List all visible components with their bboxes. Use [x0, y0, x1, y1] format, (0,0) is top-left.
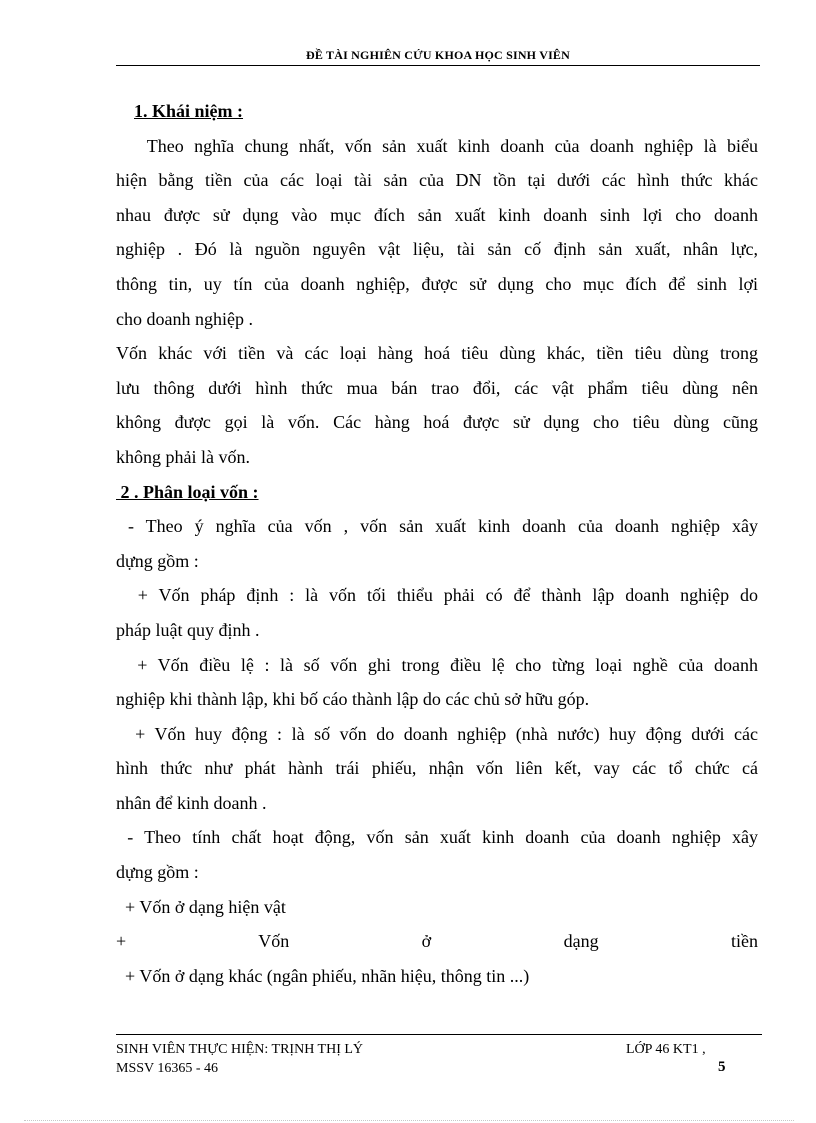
- paragraph-line: Theo nghĩa chung nhất, vốn sản xuất kinh doanh của doanh nghiệp là biểu: [116, 135, 758, 156]
- list-item-line: - Theo tính chất hoạt động, vốn sản xuất kinh doanh của doanh nghiệp xây: [116, 827, 758, 848]
- list-item-line: + Vốn ở dạng tiền: [116, 931, 758, 952]
- list-item-line: - Theo ý nghĩa của vốn , vốn sản xuất kinh doanh của doanh nghiệp xây: [116, 516, 758, 537]
- list-item-line: nghiệp khi thành lập, khi bố cáo thành lập do các chủ sở hữu góp.: [116, 689, 590, 710]
- list-item-line: nhân để kinh doanh .: [116, 792, 267, 813]
- list-item-line: dựng gồm :: [116, 862, 199, 883]
- footer-class: LỚP 46 KT1 ,: [626, 1042, 706, 1057]
- paragraph-line: cho doanh nghiệp .: [116, 308, 253, 329]
- list-item-line: + Vốn pháp định : là vốn tối thiểu phải có để thành lập doanh nghiệp do: [116, 585, 758, 606]
- paragraph-line: Vốn khác với tiền và các loại hàng hoá tiêu dùng khác, tiền tiêu dùng trong: [116, 343, 758, 364]
- section-2-heading-text: 2 . Phân loại vốn :: [116, 481, 259, 502]
- footer-mssv: MSSV 16365 - 46: [116, 1061, 219, 1076]
- footer-student-info: [116, 1040, 363, 1078]
- header-rule: [116, 65, 760, 66]
- paragraph-line: không được gọi là vốn. Các hàng hoá được sử dụng cho tiêu dùng cũng: [116, 412, 758, 433]
- list-item-line: + Vốn ở dạng hiện vật: [116, 896, 286, 917]
- list-item-line: hình thức như phát hành trái phiếu, nhận vốn liên kết, vay các tổ chức cá: [116, 758, 758, 779]
- list-item-line: dựng gồm :: [116, 550, 199, 571]
- section-1-heading-text: 1. Khái niệm :: [134, 101, 244, 121]
- section-2-heading: [116, 475, 758, 510]
- page-bottom-dotted-rule: [24, 1120, 794, 1121]
- list-item-line: + Vốn điều lệ : là số vốn ghi trong điều lệ cho từng loại nghề của doanh: [116, 654, 758, 675]
- paragraph-line: hiện bằng tiền của các loại tài sản của DN tồn tại dưới các hình thức khác: [116, 170, 758, 191]
- page-number: 5: [718, 1059, 726, 1075]
- paragraph-line: nhau được sử dụng vào mục đích sản xuất kinh doanh sinh lợi cho doanh: [116, 204, 758, 225]
- paragraph-line: nghiệp . Đó là nguồn nguyên vật liệu, tài sản cố định sản xuất, nhân lực,: [116, 239, 758, 260]
- paragraph-line: không phải là vốn.: [116, 446, 250, 467]
- page-header-title: ĐỀ TÀI NGHIÊN CỨU KHOA HỌC SINH VIÊN: [305, 48, 571, 62]
- footer-student-name: SINH VIÊN THỰC HIỆN: TRỊNH THỊ LÝ: [116, 1042, 364, 1057]
- document-body: [116, 94, 758, 993]
- list-item-line: + Vốn ở dạng khác (ngân phiếu, nhãn hiệu, thông tin ...): [116, 965, 530, 986]
- list-item-line: + Vốn huy động : là số vốn do doanh nghiệp (nhà nước) huy động dưới các: [116, 723, 758, 744]
- list-item-line: pháp luật quy định .: [116, 619, 260, 640]
- paragraph-line: lưu thông dưới hình thức mua bán trao đổi, các vật phẩm tiêu dùng nên: [116, 377, 758, 398]
- paragraph-line: thông tin, uy tín của doanh nghiệp, được sử dụng cho mục đích để sinh lợi: [116, 273, 758, 294]
- footer-rule: [116, 1034, 762, 1035]
- section-1-heading: [116, 94, 758, 129]
